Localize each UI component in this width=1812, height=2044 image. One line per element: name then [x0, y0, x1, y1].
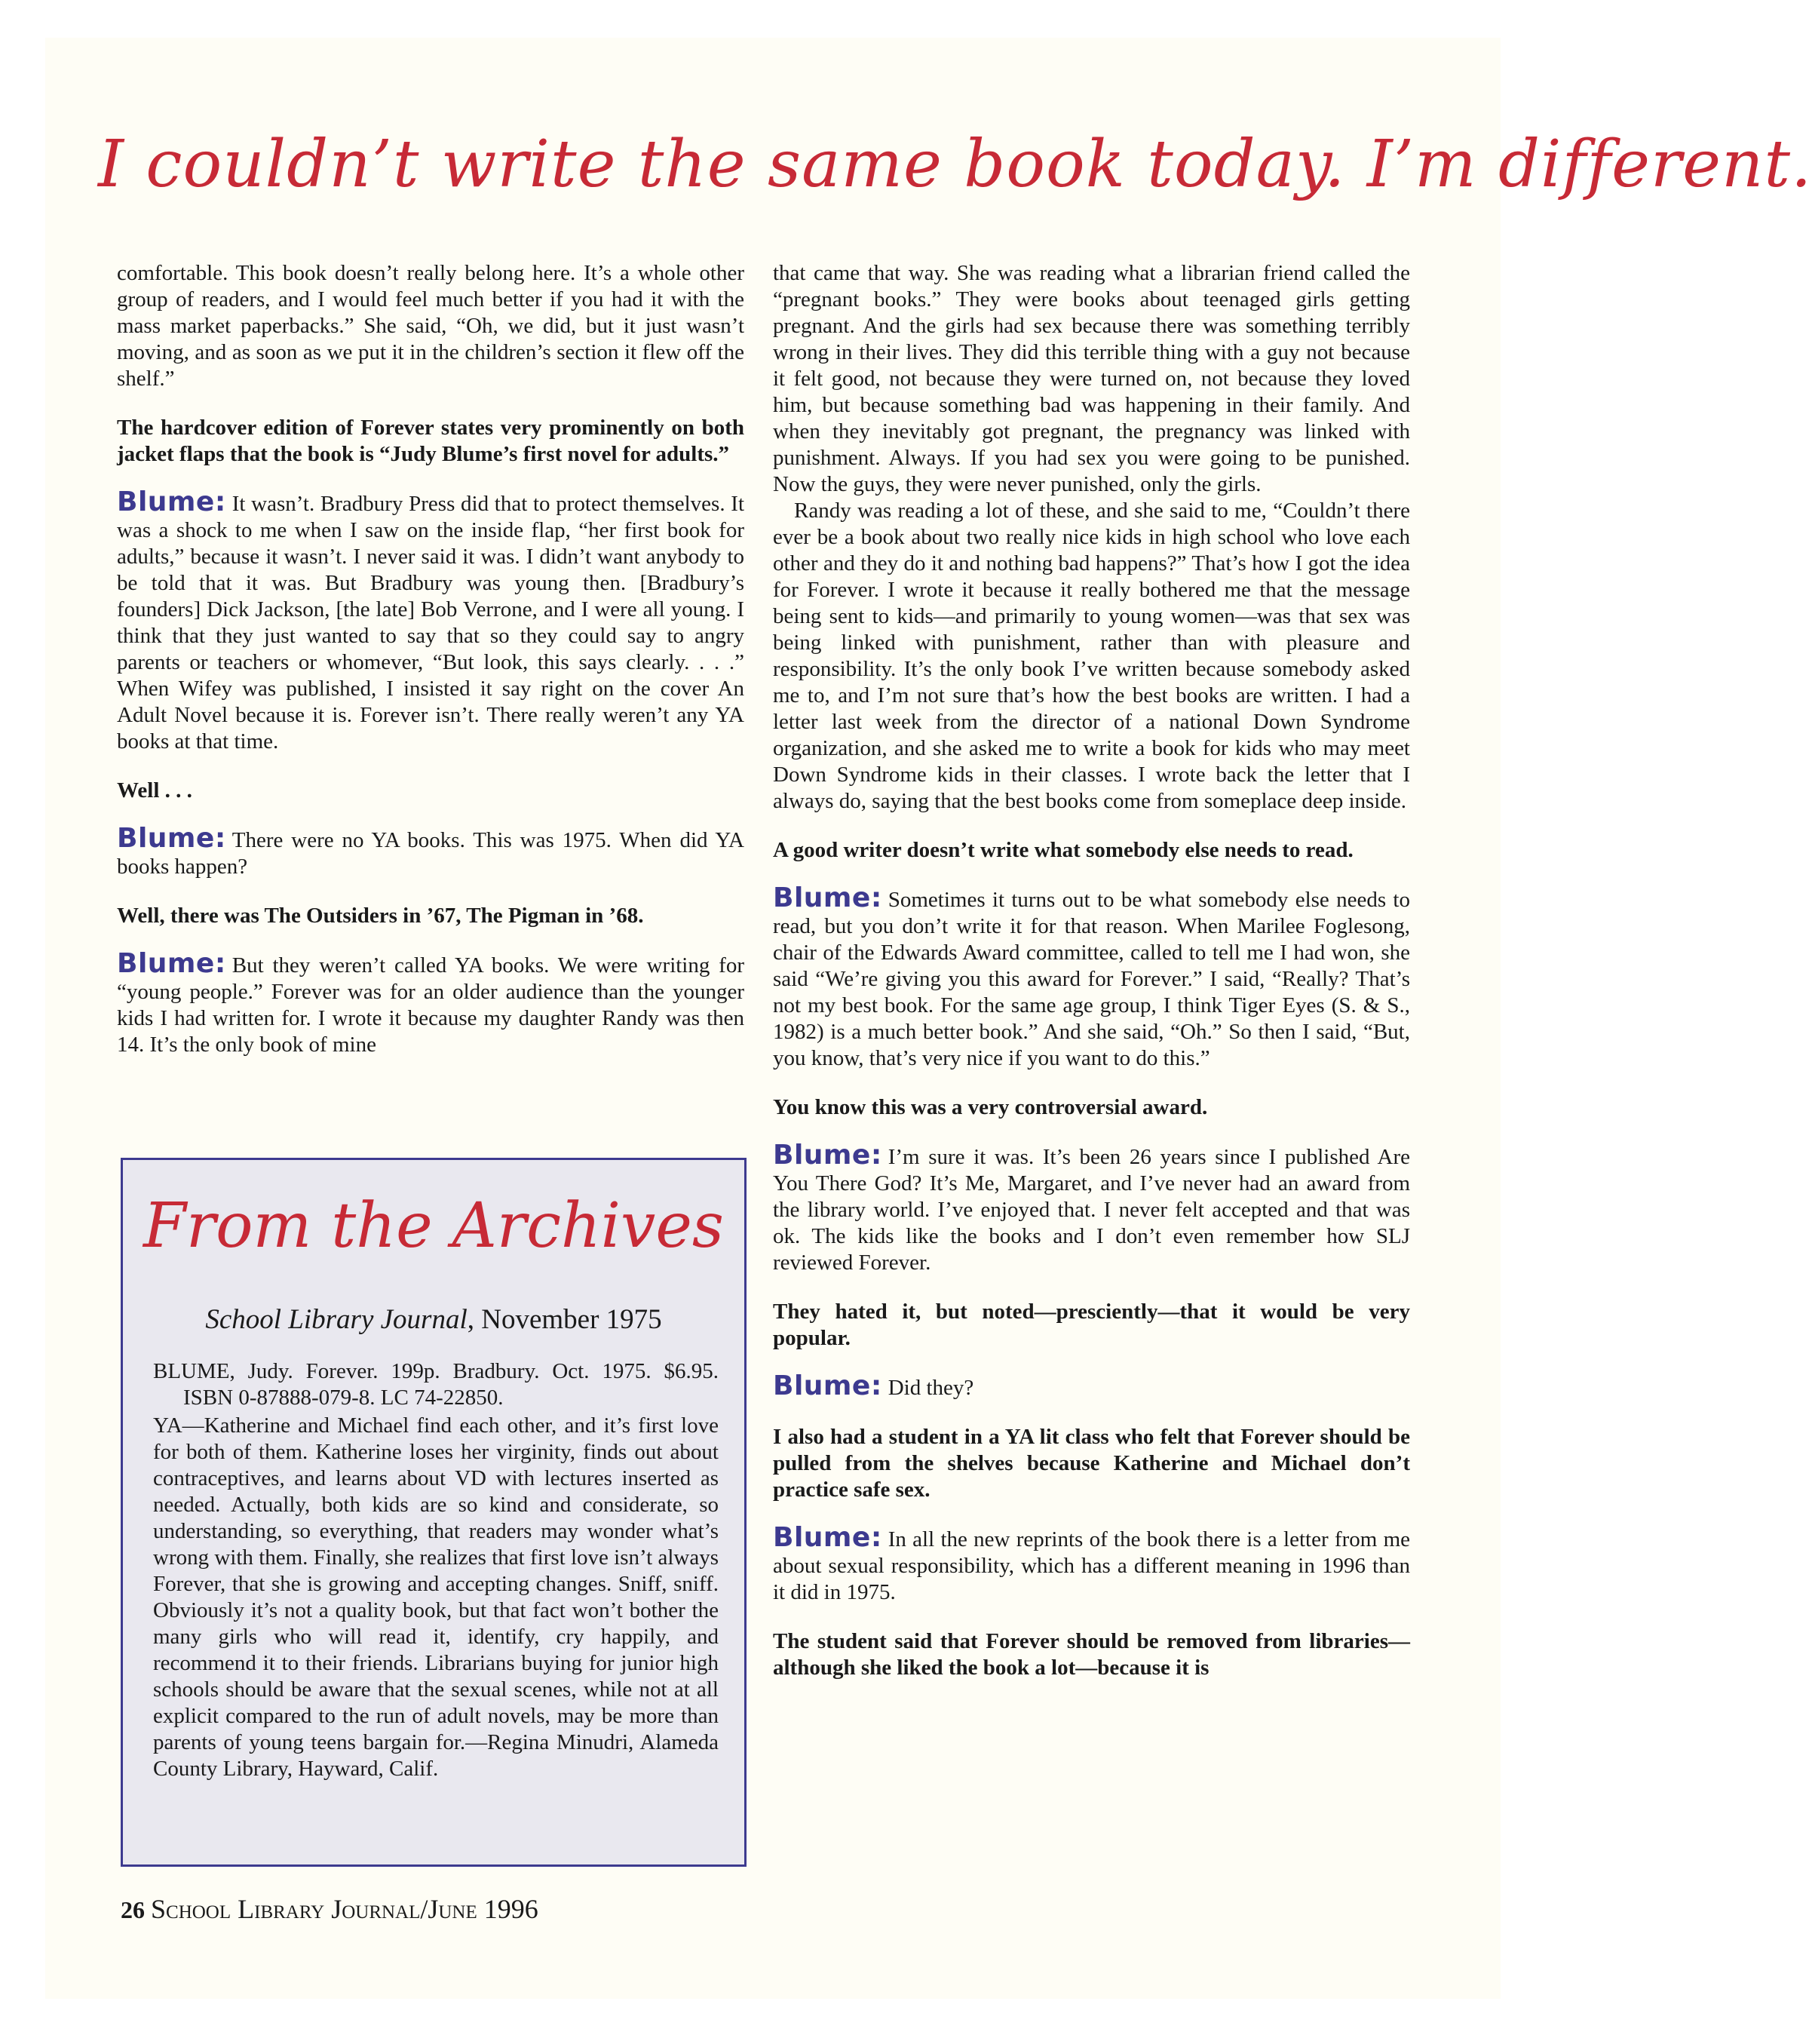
- speaker-label: Blume:: [117, 948, 226, 979]
- interview-question: They hated it, but noted—presciently—that it would be very popular.: [773, 1300, 1410, 1350]
- archive-review: [153, 1358, 719, 1782]
- speaker-label: Blume:: [117, 486, 226, 517]
- answer-text: But they weren’t called YA books. We were writing for “young people.” Forever was for an older audience than the younger kids I had written for. I wrote it because my daughter Randy was then 14. It’s the only book of mine: [117, 953, 744, 1057]
- answer-text: In all the new reprints of the book there is a letter from me about sexual responsibility, which has a different meaning in 1996 than it did in 1975.: [773, 1527, 1410, 1604]
- archive-source: [123, 1303, 744, 1336]
- interview-question: Well, there was The Outsiders in ’67, The Pigman in ’68.: [117, 904, 644, 928]
- speaker-label: Blume:: [773, 1522, 882, 1553]
- interview-answer: [117, 950, 744, 1058]
- archive-sidebar: [121, 1158, 747, 1867]
- review-text: YA—Katherine and Michael find each other, and it’s first love for both of them. Katherine loses her virginity, finds out about contraceptives, and learns about VD with lectures inserted as needed. Actually, both kids are so kind and considerate, so understanding, so everything, that readers may wonder what’s wrong with them. Finally, she realizes that first love isn’t always Forever, that she is growing and accepting changes. Sniff, sniff. Obviously it’s not a quality book, but that fact won’t bother the many girls who will read it, identify, cry happily, and recommend it to their friends. Librarians buying for junior high schools should be aware that the sexual scenes, while not at all explicit compared to the run of adult novels, may be more than parents of young teens bargain for.—Regina Minudri, Alameda County Library, Hayward, Calif.: [153, 1413, 719, 1781]
- review-citation: BLUME, Judy. Forever. 199p. Bradbury. Oct. 1975. $6.95. ISBN 0-87888-079-8. LC 74-22850.: [153, 1359, 719, 1410]
- left-column: [117, 260, 744, 1079]
- interview-answer: [773, 1524, 1410, 1606]
- answer-text: Sometimes it turns out to be what somebody else needs to read, but you don’t write it for that reason. When Marilee Foglesong, chair of the Edwards Award committee, called to tell me I had won, she said “We’re giving you this award for Forever.” I said, “Really? That’s not my best book. For the same age group, I think Tiger Eyes (S. & S., 1982) is a much better book.” And she said, “Oh.” So then I said, “But, you know, that’s very nice if you want to do this.”: [773, 888, 1410, 1070]
- paragraph: comfortable. This book doesn’t really belong here. It’s a whole other group of readers, and I would feel much better if you had it with the mass market paperbacks.” She said, “Oh, we did, but it just wasn’t moving, and as soon as we put it in the children’s section it flew off the shelf.”: [117, 261, 744, 391]
- answer-text: It wasn’t. Bradbury Press did that to protect themselves. It was a shock to me when I saw on the inside flap, “her first book for adults,” because it wasn’t. I never said it was. I didn’t want anybody to be told that it was. But Bradbury was young then. [Bradbury’s founders] Dick Jackson, [the late] Bob Verrone, and I were all young. I think that they just wanted to say that so they could say to angry parents or teachers or whomever, “But look, this says clearly. . . .” When Wifey was published, I insisted it say right on the cover An Adult Novel because it is. Forever isn’t. There really weren’t any YA books at that time.: [117, 492, 744, 753]
- interview-question: You know this was a very controversial award.: [773, 1095, 1208, 1119]
- interview-answer: [117, 825, 744, 880]
- speaker-label: Blume:: [117, 823, 226, 854]
- page-number: 26: [121, 1896, 145, 1923]
- speaker-label: Blume:: [773, 882, 882, 913]
- interview-question: I also had a student in a YA lit class who felt that Forever should be pulled from the shelves because Katherine and Michael don’t practice safe sex.: [773, 1425, 1410, 1502]
- interview-answer: [773, 1142, 1410, 1276]
- source-publication: School Library Journal: [205, 1304, 468, 1335]
- journal-name: School Library Journal/June 1996: [151, 1894, 538, 1924]
- page-footer: [121, 1893, 538, 1925]
- answer-text: I’m sure it was. It’s been 26 years since I published Are You There God? It’s Me, Margaret, and I’ve never had an award from the library world. I’ve enjoyed that. I never felt accepted and that was ok. The kids like the books and I don’t even remember how SLJ reviewed Forever.: [773, 1145, 1410, 1275]
- archive-title: From the Archives: [143, 1190, 724, 1262]
- speaker-label: Blume:: [773, 1140, 882, 1171]
- answer-text: There were no YA books. This was 1975. When did YA books happen?: [117, 828, 744, 879]
- interview-question: Well . . .: [117, 778, 192, 803]
- paragraph: that came that way. She was reading what a librarian friend called the “pregnant books.” They were books about teenaged girls getting pregnant. And the girls had sex because there was something terribly wrong in their lives. They did this terrible thing with a guy not because it felt good, not because they were turned on, not because they loved him, but because something bad was happening in their family. And when they inevitably got pregnant, the pregnancy was linked with punishment. Always. If you had sex you were going to be punished. Now the guys, they were never punished, only the girls.: [773, 261, 1410, 496]
- interview-answer: [773, 882, 1410, 1072]
- paragraph: Randy was reading a lot of these, and she said to me, “Couldn’t there ever be a book about two really nice kids in high school who love each other and they do it and nothing bad happens?” That’s how I got the idea for Forever. I wrote it because it really bothered me that the message being sent to kids—and primarily to young women—was that sex was being linked with punishment, rather than with pleasure and responsibility. It’s the only book I’ve written because somebody asked me to, and I’m not sure that’s how the best books are written. I had a letter last week from the director of a national Down Syndrome organization, and she asked me to write a book for kids who may meet Down Syndrome kids in their classes. I wrote back the letter that I always do, saying that the best books come from someplace deep inside.: [773, 499, 1410, 813]
- interview-question: A good writer doesn’t write what somebody else needs to read.: [773, 838, 1354, 862]
- right-column: [773, 260, 1410, 1702]
- pull-quote-headline: I couldn’t write the same book today. I’m different.: [98, 127, 1812, 202]
- interview-question: The hardcover edition of Forever states very prominently on both jacket flaps that the book is “Judy Blume’s first novel for adults.”: [117, 416, 744, 466]
- speaker-label: Blume:: [773, 1370, 882, 1401]
- interview-answer: [117, 486, 744, 755]
- answer-text: Did they?: [888, 1376, 974, 1400]
- interview-answer: [773, 1370, 1410, 1401]
- interview-question: The student said that Forever should be removed from libraries—although she liked the book a lot—because it is: [773, 1629, 1410, 1680]
- source-date: , November 1975: [467, 1304, 662, 1335]
